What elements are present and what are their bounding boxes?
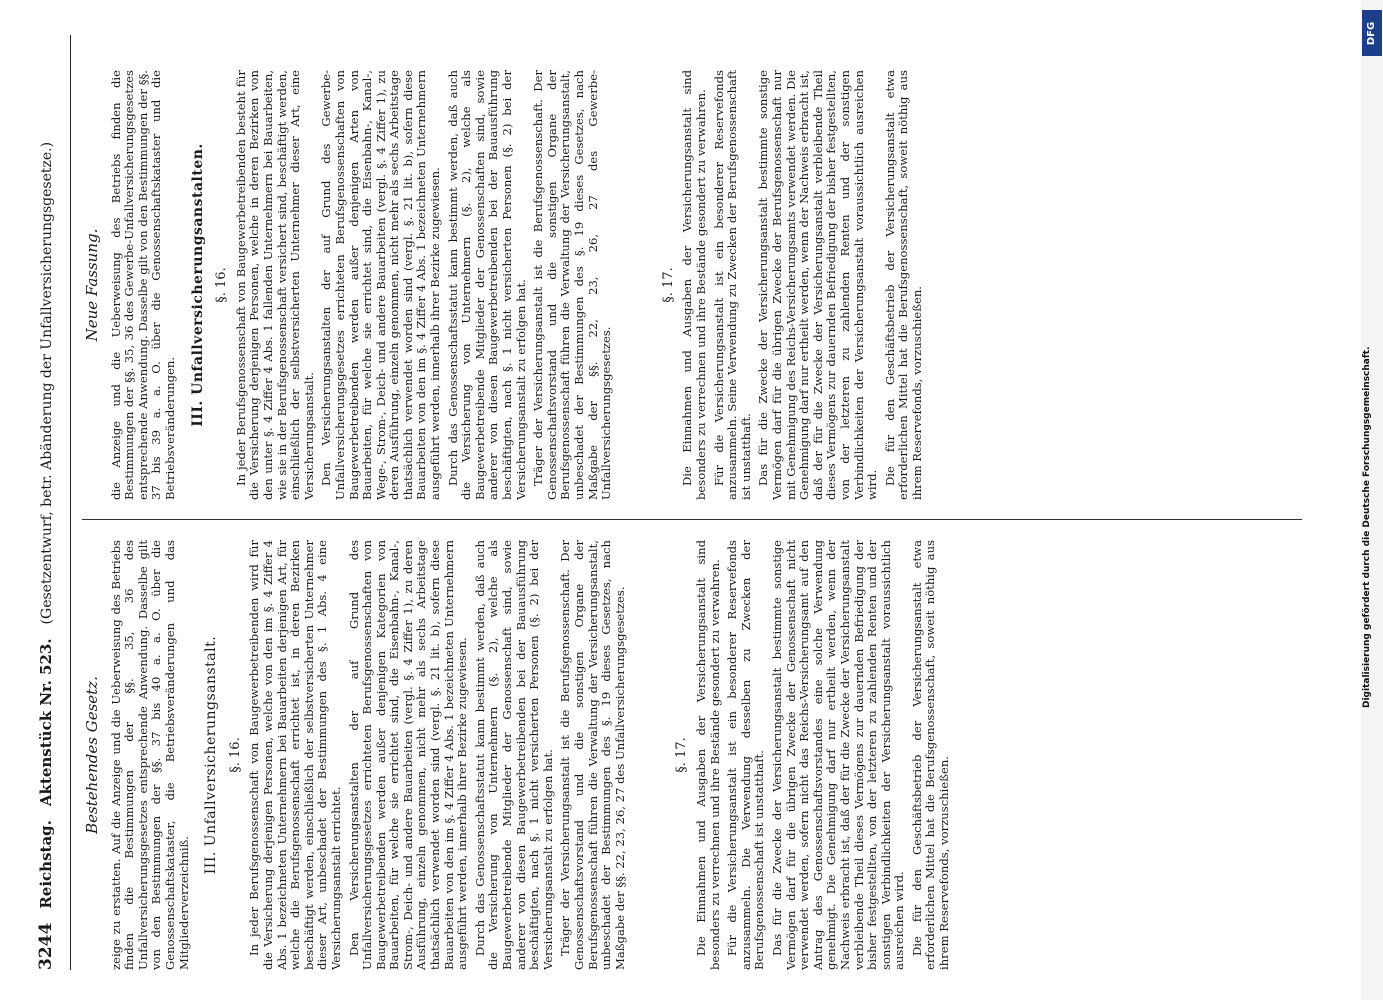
left-para-16: §. 16. (227, 737, 243, 773)
left-para-17: §. 17. (674, 737, 690, 773)
chamber-label: Reichstag. (37, 820, 55, 909)
document-title: (Gesetzentwurf, betr. Abänderung der Unfallversicherungsgesetze.) (39, 141, 55, 625)
right-p16-4: Träger der Versicherungsanstalt ist die Berufsgenossenschaft. Der Genossenschaftsvorstand und die sonstigen Organe der Berufsgenossenschaft führen die Verwaltung der Versicherungsanstalt, unbeschadet der Bestimmungen des §. 19 dieses Gesetzes, nach Maßgabe der §§. 22, 23, 26, 27 des Gewerbe-Unfallversicherungsgesetzes. (531, 70, 614, 500)
rotated-page (36, 30, 1340, 970)
digitization-note: Digitalisierung gefördert durch die Deutsche Forschungsgemeinschaft. (1362, 346, 1372, 708)
left-p16-2: Den Versicherungsanstalten der auf Grund des Unfallversicherungsgesetzes errichteten Berufsgenossenschaften von Baugewerbetreibenden werden außer denjenigen Kategorien von Bauarbeiten, für welche sie errichtet sind, die Eisenbahn-, Kanal-, Strom-, Deich- und andere Bauarbeiten (vergl. §. 4 Ziffer 1), zu deren Ausführung, einzeln genommen, nicht mehr als sechs Arbeitstage thatsächlich verwendet worden sind (vergl. §. 21 lit. b), sofern diese Bauarbeiten von den im §. 4 Ziffer 4 Abs. 1 bezeichneten Unternehmern ausgeführt werden, innerhalb ihrer Bezirke zugewiesen. (346, 540, 470, 970)
left-section-title: III. Unfallversicherungsanstalt. (203, 635, 220, 875)
right-p16-3: Durch das Genossenschaftsstatut kann bestimmt werden, daß auch die Versicherung von Unternehmern (§. 2), welche als Baugewerbetreibende Mitglieder der Genossenschaften sind, sowie anderer von diesen Baugewerbetreibenden bei der Bauausführung beschäftigten, nach §. 1 nicht versicherten Personen (§. 2) bei der Versicherungsanstalt zu erfolgen hat. (445, 70, 528, 500)
column-divider (82, 519, 1302, 520)
right-p17-2: Für die Versicherungsanstalt ist ein besonderer Reservefonds anzusammeln. Seine Verwendung zu Zwecken der Berufsgenossenschaft ist unstatthaft. (711, 70, 753, 500)
right-p17-4: Die für den Geschäftsbetrieb der Versicherungsanstalt etwa erforderlichen Mittel hat die Berufsgenossenschaft, soweit nöthig aus ihrem Reservefonds, vorzuschießen. (882, 70, 924, 500)
right-p16-1: In jeder Berufsgenossenschaft von Baugewerbetreibenden besteht für die Versicherung derjenigen Personen, welche in deren Bezirken von den unter §. 4 Ziffer 4 Abs. 1 fallenden Unternehmern bei Bauarbeiten, wie sie in der Berufsgenossenschaft versichert sind, beschäftigt werden, einschließlich der selbstversicherten Unternehmer dieser Art, eine Versicherungsanstalt. (233, 70, 316, 500)
document-number: Aktenstück Nr. 523. (37, 638, 55, 807)
left-p17-3: Das für die Zwecke der Versicherungsanstalt bestimmte sonstige Vermögen darf für die übrigen Zwecke der Genossenschaft nicht verwendet werden, sofern nicht das Reichs-Versicherungsamt auf den Antrag des Genossenschaftsvorstandes eine solche Verwendung genehmigt. Die Genehmigung darf nur ertheilt werden, wenn der Nachweis erbracht ist, daß der für die Zwecke der Versicherungsanstalt verbleibende Theil dieses Vermögens zur dauernden Befriedigung der bisher festgestellten, von der letzteren zu zahlenden Renten und der sonstigen Verbindlichkeiten der Versicherungsanstalt voraussichtlich ausreichen wird. (769, 540, 907, 970)
left-intro: zeige zu erstatten. Auf die Anzeige und die Ueberweisung des Betriebs finden die Bestimmungen der §§. 35, 36 des Unfallversicherungsgesetzes entsprechende Anwendung. Dasselbe gilt von den Bestimmungen der §§. 37 bis 40 a. a. O. über die Genossenschaftskataster, die Betriebsveränderungen und das Mitgliederverzeichniß. (108, 540, 191, 970)
right-para-17: §. 17. (660, 267, 676, 303)
right-p17-1: Die Einnahmen und Ausgaben der Versicherungsanstalt sind besonders zu verrechnen und ihre Bestände gesondert zu verwahren. (680, 70, 708, 500)
right-p17-3: Das für die Zwecke der Versicherungsanstalt bestimmte sonstige Vermögen darf für die übrigen Zwecke der Berufsgenossenschaft nur mit Genehmigung des Reichs-Versicherungsamts verwendet werden. Die Genehmigung darf nur ertheilt werden, wenn der Nachweis erbracht ist, daß der für die Zwecke der Versicherungsanstalt verbleibende Theil dieses Vermögens zur dauernden Befriedigung der bisher festgestellten, von der letzteren zu zahlenden Renten und der sonstigen Verbindlichkeiten der Versicherungsanstalt voraussichtlich ausreichen wird. (756, 70, 880, 500)
digitization-sidebar (1361, 0, 1383, 1000)
left-p16-4: Träger der Versicherungsanstalt ist die Berufsgenossenschaft. Der Genossenschaftsvorstand und die sonstigen Organe der Berufsgenossenschaft führen die Verwaltung der Versicherungsanstalt, unbeschadet der Bestimmungen des §. 19 dieses Gesetzes, nach Maßgabe der §§. 22, 23, 26, 27 des Unfallversicherungsgesetzes. (558, 540, 627, 970)
left-p17-1: Die Einnahmen und Ausgaben der Versicherungsanstalt sind besonders zu verrechnen und ihre Bestände gesondert zu verwahren. (693, 540, 722, 970)
left-p16-3: Durch das Genossenschaftsstatut kann bestimmt werden, daß auch die Versicherung von Unternehmern (§. 2), welche als Baugewerbetreibende Mitglieder der Genossenschaft sind, sowie anderer von diesen Baugewerbetreibenden bei der Bauausführung beschäftigten, nach §. 1 nicht versicherten Personen (§. 2) bei der Versicherungsanstalt zu erfolgen hat. (472, 540, 555, 970)
right-section-title: III. Unfallversicherungsanstalten. (189, 143, 206, 427)
scanned-page (36, 35, 1330, 970)
column-existing-law (82, 540, 1302, 970)
dfg-logo (1362, 10, 1382, 56)
left-p17-4: Die für den Geschäftsbetrieb der Versicherungsanstalt etwa erforderlichen Mittel hat die Berufsgenossenschaft, soweit nöthig aus ihrem Reservefonds, vorzuschießen. (909, 540, 952, 970)
column-heading-existing: Bestehendes Gesetz. (83, 676, 101, 834)
right-para-16: §. 16. (214, 267, 230, 303)
running-head (36, 35, 71, 970)
column-new-version (82, 70, 1302, 500)
page-number: 3244 (36, 922, 56, 970)
right-p16-2: Den Versicherungsanstalten der auf Grund des Gewerbe-Unfallversicherungsgesetzes errichteten Berufsgenossenschaften von Baugewerbetreibenden werden außer denjenigen Arten von Bauarbeiten, für welche sie errichtet sind, die Eisenbahn-, Kanal-, Wege-, Strom-, Deich- und andere Bauarbeiten (vergl. §. 4 Ziffer 1), zu deren Ausführung, einzeln genommen, nicht mehr als sechs Arbeitstage thatsächlich verwendet worden sind (vergl. §. 21 lit. b), sofern diese Bauarbeiten von den im §. 4 Ziffer 4 Abs. 1 bezeichneten Unternehmern ausgeführt werden, innerhalb ihrer Bezirke zugewiesen. (319, 70, 443, 500)
right-intro: die Anzeige und die Ueberweisung des Betriebs finden die Bestimmungen der §§. 35, 36 des Gewerbe-Unfallversicherungsgesetzes entsprechende Anwendung. Dasselbe gilt von den Bestimmungen der §§. 37 bis 39 a. a. O. über die Genossenschaftskataster und die Betriebsveränderungen. (108, 70, 177, 500)
column-heading-new: Neue Fassung. (83, 228, 101, 342)
dfg-logo-text: DFG (1366, 21, 1378, 45)
left-p16-1: In jeder Berufsgenossenschaft von Baugewerbetreibenden wird für die Versicherung derjenigen Personen, welche von den im §. 4 Ziffer 4 Abs. 1 bezeichneten Unternehmern bei Bauarbeiten derjenigen Art, für welche die Berufsgenossenschaft errichtet ist, in deren Bezirken beschäftigt werden, einschließlich der selbstversicherten Unternehmer dieser Art, unbeschadet der Bestimmungen des §. 1 Abs. 4 eine Versicherungsanstalt errichtet. (247, 540, 343, 970)
left-p17-2: Für die Versicherungsanstalt ist ein besonderer Reservefonds anzusammeln. Die Verwendung desselben zu Zwecken der Berufsgenossenschaft ist unstatthaft. (725, 540, 767, 970)
